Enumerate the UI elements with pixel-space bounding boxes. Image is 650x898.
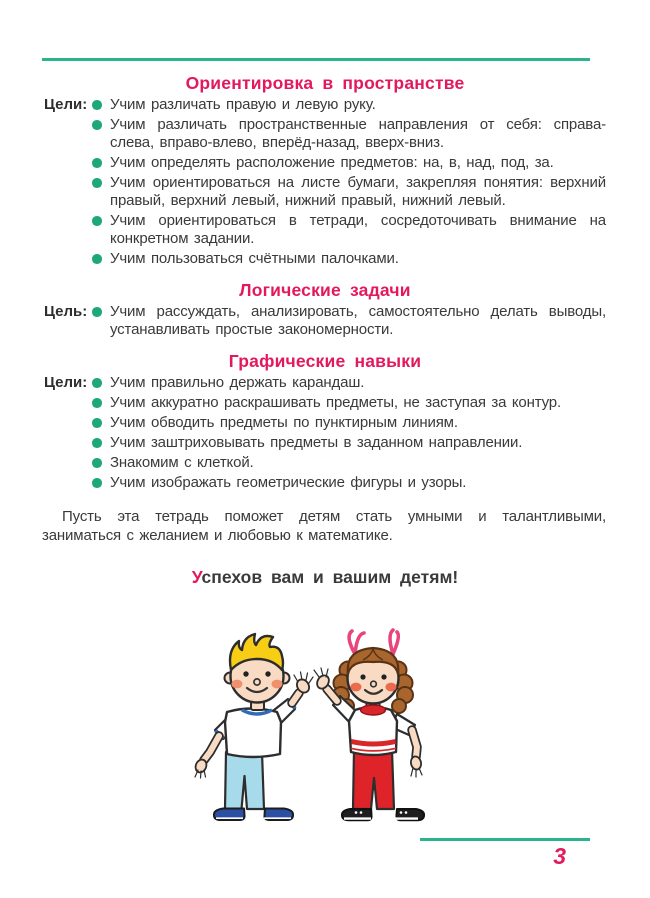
goals-list-graphics bbox=[44, 374, 606, 492]
goal-text: Учим определять расположение предметов: на, в, над, под, за. bbox=[110, 154, 554, 171]
bullet-icon bbox=[92, 374, 110, 388]
list-item bbox=[44, 394, 606, 412]
list-item bbox=[44, 454, 606, 472]
bullet-icon bbox=[92, 154, 110, 168]
list-item bbox=[44, 414, 606, 432]
bullet-icon bbox=[92, 96, 110, 110]
goal-text: Учим ориентироваться на листе бумаги, закрепляя понятия: верхний правый, верхний левый, нижний правый, нижний левый. bbox=[110, 174, 606, 209]
list-item bbox=[44, 250, 606, 268]
bullet-icon bbox=[92, 454, 110, 468]
goal-label: Цель: bbox=[44, 303, 88, 320]
list-item bbox=[44, 116, 606, 152]
list-item bbox=[44, 212, 606, 248]
goal-text: Учим правильно держать карандаш. bbox=[110, 374, 365, 391]
bullet-icon bbox=[92, 414, 110, 428]
section-heading-graphics: Графические навыки bbox=[228, 351, 422, 371]
boy-illustration bbox=[194, 634, 313, 820]
bullet-icon bbox=[92, 474, 110, 488]
goals-list-orientation bbox=[44, 96, 606, 268]
page-number: 3 bbox=[553, 843, 566, 869]
bullet-icon bbox=[92, 212, 110, 226]
list-item bbox=[44, 174, 606, 210]
top-divider-line bbox=[42, 58, 590, 61]
goal-text: Учим различать пространственные направления от себя: справа-слева, вправо-влево, вперёд-назад, вверх-вниз. bbox=[110, 116, 606, 151]
goals-list-logic bbox=[44, 303, 606, 339]
list-item bbox=[44, 154, 606, 172]
section-heading-logic: Логические задачи bbox=[239, 280, 411, 300]
closing-first-letter: У bbox=[191, 567, 202, 587]
goal-text: Учим изображать геометрические фигуры и узоры. bbox=[110, 474, 467, 491]
bullet-icon bbox=[92, 394, 110, 408]
goal-text: Учим заштриховывать предметы в заданном направлении. bbox=[110, 434, 523, 451]
goal-text: Учим ориентироваться в тетради, сосредоточивать внимание на конкретном задании. bbox=[110, 212, 606, 247]
closing-rest: спехов вам и вашим детям! bbox=[201, 567, 459, 587]
goal-text: Учим различать правую и левую руку. bbox=[110, 96, 376, 113]
goal-label: Цели: bbox=[44, 96, 88, 113]
goal-text: Учим обводить предметы по пунктирным линиям. bbox=[110, 414, 458, 431]
bullet-icon bbox=[92, 250, 110, 264]
paragraph: Пусть эта тетрадь поможет детям стать умными и талантливыми, заниматься с желанием и любовью к математике. bbox=[42, 508, 606, 544]
footer-divider-line bbox=[420, 838, 590, 841]
closing-line bbox=[0, 567, 650, 588]
goal-label: Цели: bbox=[44, 374, 88, 391]
goal-text: Учим пользоваться счётными палочками. bbox=[110, 250, 399, 267]
list-item bbox=[44, 434, 606, 452]
bullet-icon bbox=[92, 174, 110, 188]
section-heading-orientation: Ориентировка в пространстве bbox=[185, 73, 465, 93]
bullet-icon bbox=[92, 434, 110, 448]
bullet-icon bbox=[92, 303, 110, 317]
children-illustration bbox=[185, 626, 465, 834]
goal-text: Знакомим с клеткой. bbox=[110, 454, 254, 471]
goal-text: Учим аккуратно раскрашивать предметы, не заступая за контур. bbox=[110, 394, 562, 411]
list-item bbox=[44, 374, 606, 392]
girl-illustration bbox=[314, 630, 424, 820]
list-item bbox=[44, 96, 606, 114]
bullet-icon bbox=[92, 116, 110, 130]
goal-text: Учим рассуждать, анализировать, самостоятельно делать выводы, устанавливать простые закономерности. bbox=[110, 303, 606, 338]
list-item bbox=[44, 303, 606, 339]
list-item bbox=[44, 474, 606, 492]
